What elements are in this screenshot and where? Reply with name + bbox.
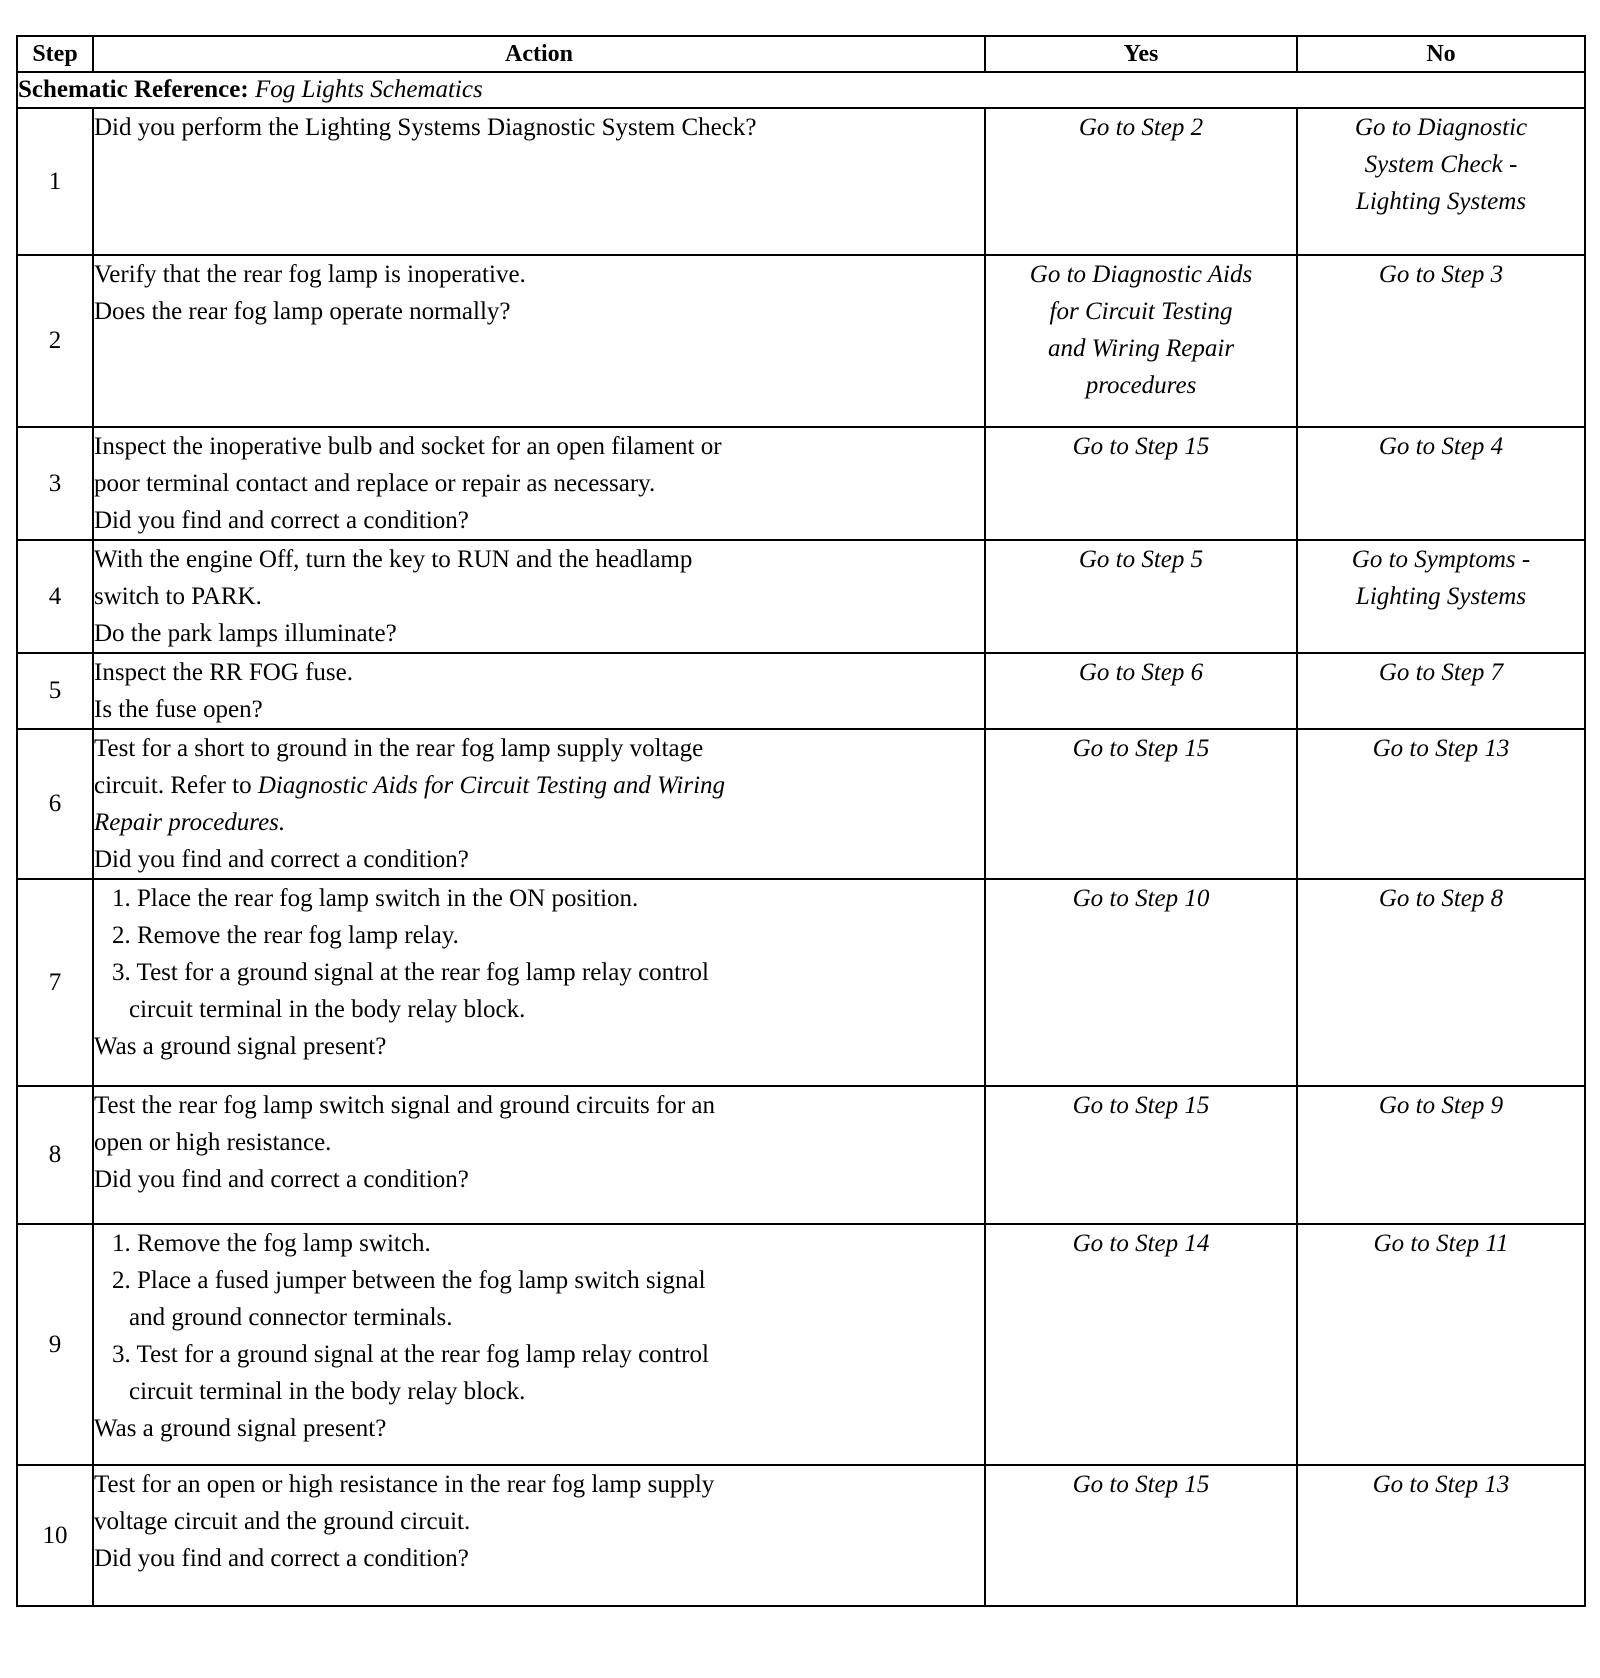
table-row [17,879,1585,1086]
action-question: Was a ground signal present? [94,1033,387,1060]
yes-cell [985,653,1297,729]
numbered-item: 1. Place the rear fog lamp switch in the ON position. [112,885,639,912]
step-number: 10 [17,1465,93,1606]
no-text: Go to Step 11 [1373,1230,1509,1257]
step-number: 3 [17,427,93,540]
action-cell [93,1086,985,1224]
yes-cell [985,427,1297,540]
action-text: Did you find and correct a condition? [94,846,469,873]
no-text: Go to Step 7 [1378,659,1504,686]
action-cell [93,879,985,1086]
action-text: Test for an open or high resistance in the rear fog lamp supply [94,1471,715,1498]
no-text: Go to Step 13 [1372,1471,1510,1498]
yes-text: Go to Step 5 [1078,546,1204,573]
action-cell [93,729,985,879]
yes-text: and Wiring Repair [1047,335,1235,362]
yes-text: Go to Step 15 [1072,735,1210,762]
yes-cell [985,1224,1297,1465]
action-question: Did you find and correct a condition? [94,1545,469,1572]
header-step: Step [17,36,93,72]
action-cell [93,653,985,729]
table-row [17,653,1585,729]
yes-text: Go to Step 14 [1072,1230,1210,1257]
no-cell [1297,108,1585,255]
step-number: 6 [17,729,93,879]
header-row [17,36,1585,72]
no-cell [1297,540,1585,653]
yes-text: Go to Step 6 [1078,659,1204,686]
no-cell [1297,879,1585,1086]
no-cell [1297,255,1585,427]
yes-cell [985,108,1297,255]
no-text: Lighting Systems [1355,583,1527,610]
table-row [17,108,1585,255]
action-text: switch to PARK. [94,583,262,610]
yes-cell [985,255,1297,427]
action-question: Did you find and correct a condition? [94,1166,469,1193]
schematic-reference-row [17,72,1585,108]
no-cell [1297,1086,1585,1224]
step-number: 7 [17,879,93,1086]
numbered-item: 3. Test for a ground signal at the rear fog lamp relay control [112,959,709,986]
numbered-item: 1. Remove the fog lamp switch. [112,1230,431,1257]
action-text: Did you perform the Lighting Systems Diagnostic System Check? [94,114,757,141]
table-row [17,255,1585,427]
action-cell [93,1465,985,1606]
step-number: 5 [17,653,93,729]
step-number: 1 [17,108,93,255]
action-text: Inspect the inoperative bulb and socket for an open filament or [94,433,722,460]
action-text: Did you find and correct a condition? [94,507,469,534]
action-text: voltage circuit and the ground circuit. [94,1508,471,1535]
action-text: Test the rear fog lamp switch signal and ground circuits for an [94,1092,715,1119]
yes-text: Go to Step 10 [1072,885,1210,912]
table-row [17,427,1585,540]
action-cell [93,108,985,255]
numbered-item-continuation: and ground connector terminals. [129,1304,453,1331]
yes-cell [985,1465,1297,1606]
yes-text: Go to Diagnostic Aids [1029,261,1253,288]
yes-text: Go to Step 15 [1072,1092,1210,1119]
header-yes: Yes [985,36,1297,72]
yes-cell [985,729,1297,879]
table-row [17,1465,1585,1606]
numbered-item: 2. Place a fused jumper between the fog lamp switch signal [112,1267,706,1294]
step-number: 2 [17,255,93,427]
header-no: No [1297,36,1585,72]
numbered-item-continuation: circuit terminal in the body relay block. [129,996,526,1023]
diagnostic-table [16,35,1586,1607]
numbered-item: 2. Remove the rear fog lamp relay. [112,922,459,949]
yes-text: for Circuit Testing [1049,298,1233,325]
action-text-with-reference [94,767,984,804]
action-text: circuit. Refer to [94,772,258,799]
yes-text: procedures [1085,372,1197,399]
no-cell [1297,1224,1585,1465]
table-row [17,540,1585,653]
no-text: Go to Step 13 [1372,735,1510,762]
action-question: Was a ground signal present? [94,1415,387,1442]
action-cell [93,540,985,653]
header-action: Action [93,36,985,72]
schematic-reference-value: Fog Lights Schematics [254,76,483,103]
action-cell [93,1224,985,1465]
no-text: Go to Step 9 [1378,1092,1504,1119]
yes-text: Go to Step 2 [1078,114,1204,141]
action-text: open or high resistance. [94,1129,332,1156]
no-text: Lighting Systems [1355,188,1527,215]
no-text: Go to Step 3 [1378,261,1504,288]
no-text: Go to Step 4 [1378,433,1504,460]
yes-text: Go to Step 15 [1072,1471,1210,1498]
action-text: Does the rear fog lamp operate normally? [94,298,511,325]
reference-link-text: Repair procedures. [94,809,286,836]
no-text: Go to Symptoms - [1351,546,1531,573]
action-cell [93,427,985,540]
yes-text: Go to Step 15 [1072,433,1210,460]
schematic-reference-label: Schematic Reference: [18,76,249,103]
schematic-reference [17,72,1585,108]
no-text: System Check - [1364,151,1518,178]
action-text: With the engine Off, turn the key to RUN and the headlamp [94,546,693,573]
action-text: Do the park lamps illuminate? [94,620,397,647]
action-cell [93,255,985,427]
table-row [17,1224,1585,1465]
step-number: 9 [17,1224,93,1465]
reference-link-text: Diagnostic Aids for Circuit Testing and Wiring [257,772,726,799]
no-text: Go to Step 8 [1378,885,1504,912]
step-number: 4 [17,540,93,653]
action-text: poor terminal contact and replace or repair as necessary. [94,470,656,497]
no-text: Go to Diagnostic [1354,114,1528,141]
no-cell [1297,1465,1585,1606]
no-cell [1297,729,1585,879]
numbered-item: 3. Test for a ground signal at the rear fog lamp relay control [112,1341,709,1368]
action-text: Is the fuse open? [94,696,263,723]
yes-cell [985,540,1297,653]
numbered-item-continuation: circuit terminal in the body relay block. [129,1378,526,1405]
yes-cell [985,879,1297,1086]
no-cell [1297,427,1585,540]
table-row [17,1086,1585,1224]
action-text: Inspect the RR FOG fuse. [94,659,353,686]
step-number: 8 [17,1086,93,1224]
action-text: Verify that the rear fog lamp is inoperative. [94,261,526,288]
table-row [17,729,1585,879]
no-cell [1297,653,1585,729]
yes-cell [985,1086,1297,1224]
action-text: Test for a short to ground in the rear fog lamp supply voltage [94,735,704,762]
